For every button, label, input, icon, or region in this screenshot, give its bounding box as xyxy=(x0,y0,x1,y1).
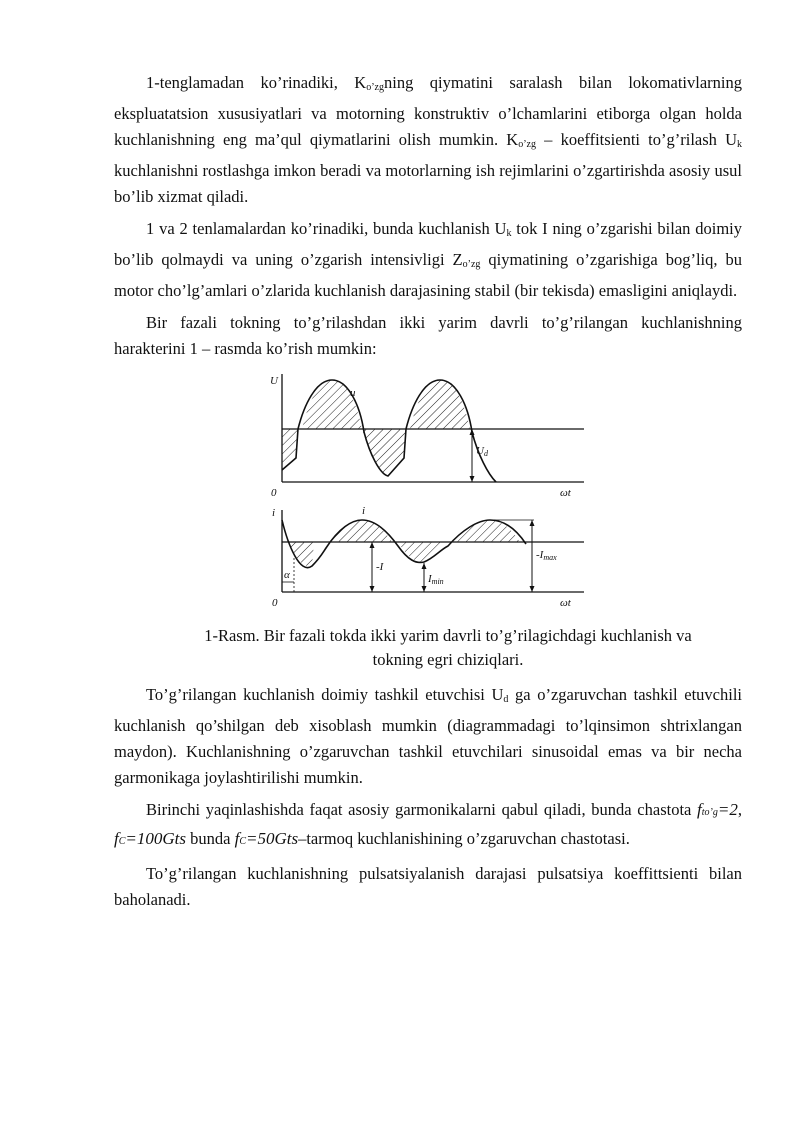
bottom-x-label: ωt xyxy=(560,597,571,609)
paragraph-4: To’g’rilangan kuchlanish doimiy tashkil etuvchisi $U_d$ ga o’zgaruvchan tashkil etuvchili kuchlanish qo’shilgan deb xisoblash mumkin (diagrammadagi to’lqinsimon shtrixlangan maydon). Kuchlanishning o’zgaruvchan tashkil etuvchilari sinusoidal emas va bir necha garmonikaga joylashtirilishi mumkin. xyxy=(114,685,742,787)
ud-label: Ud xyxy=(476,445,488,458)
figure-caption xyxy=(114,624,742,672)
document-page xyxy=(114,70,742,913)
top-origin-label: 0 xyxy=(271,487,277,499)
caption-line-2: tokning egri chiziqlari. xyxy=(372,650,524,669)
i-mean-label: -I xyxy=(376,561,384,573)
paragraph-1: 1-tenglamadan ko’rinadiki, $K_{o’zg}ning$ qiymatini saralash bilan lokomativlarning ekspluatatsion xususiyatlari va motorning konstruktiv o’lchamlarini etiborga olgan holda kuchlanishning eng ma’qul qiymatlarini olish mumkin. $K_{o’zg}$ – koeffitsienti to’g’rilash $U_k$ kuchlanishni rostlashga imkon beradi va motorlarning ish rejimlarini o’zgartirishda asosiy usul bo’lib xizmat qiladi. xyxy=(114,73,742,206)
paragraph-3: Bir fazali tokning to’g’rilashdan ikki yarim davrli to’g’rilangan kuchlanishning harakterini 1 – rasmda ko’rish mumkin: xyxy=(114,313,742,358)
current-diagram xyxy=(272,505,584,609)
i-min-label: Imin xyxy=(428,573,444,586)
formula-f-c-100: fC=100Gts xyxy=(114,829,186,848)
top-y-label: U xyxy=(270,375,278,387)
u-curve-label: u xyxy=(350,387,356,399)
paragraph-6: To’g’rilangan kuchlanishning pulsatsiyalanish darajasi pulsatsiya koeffittsienti bilan baholanadi. xyxy=(114,864,742,909)
top-x-label: ωt xyxy=(560,487,571,499)
paragraph-2: 1 va 2 tenlamalardan ko’rinadiki, bunda kuchlanish $U_k$ tok I ning o’zgarishi bilan doimiy bo’lib qolmaydi va uning o’zgarish intensivligi $Z_{o’zg}$ qiymatining o’zgarishiga bog’liq, bu motor cho’lg’amlari o’zlarida kuchlanish darajasining stabil (bir tekisda) emasligini aniqlaydi. xyxy=(114,219,742,300)
alpha-label: α xyxy=(284,569,290,581)
waveform-diagram xyxy=(264,370,594,620)
i-curve-label: i xyxy=(362,505,366,517)
caption-line-1: 1-Rasm. Bir fazali tokda ikki yarim davrli to’g’rilagichdagi kuchlanish va xyxy=(204,626,692,645)
bottom-origin-label: 0 xyxy=(272,597,278,609)
i-max-label: -Imax xyxy=(536,549,557,562)
formula-f-tog: fto’g=2 xyxy=(697,800,738,819)
paragraph-5: Birinchi yaqinlashishda faqat asosiy garmonikalarni qabul qiladi, bunda chastota fto’g=2, fC=100Gts bunda fC=50Gts–tarmoq kuchlanishining o’zgaruvchan chastotasi. xyxy=(114,800,742,848)
bottom-y-label: i xyxy=(272,507,276,519)
voltage-diagram xyxy=(270,374,584,499)
figure-rectifier-waveforms xyxy=(114,370,742,620)
formula-f-c-50: fC=50Gts xyxy=(234,829,299,848)
